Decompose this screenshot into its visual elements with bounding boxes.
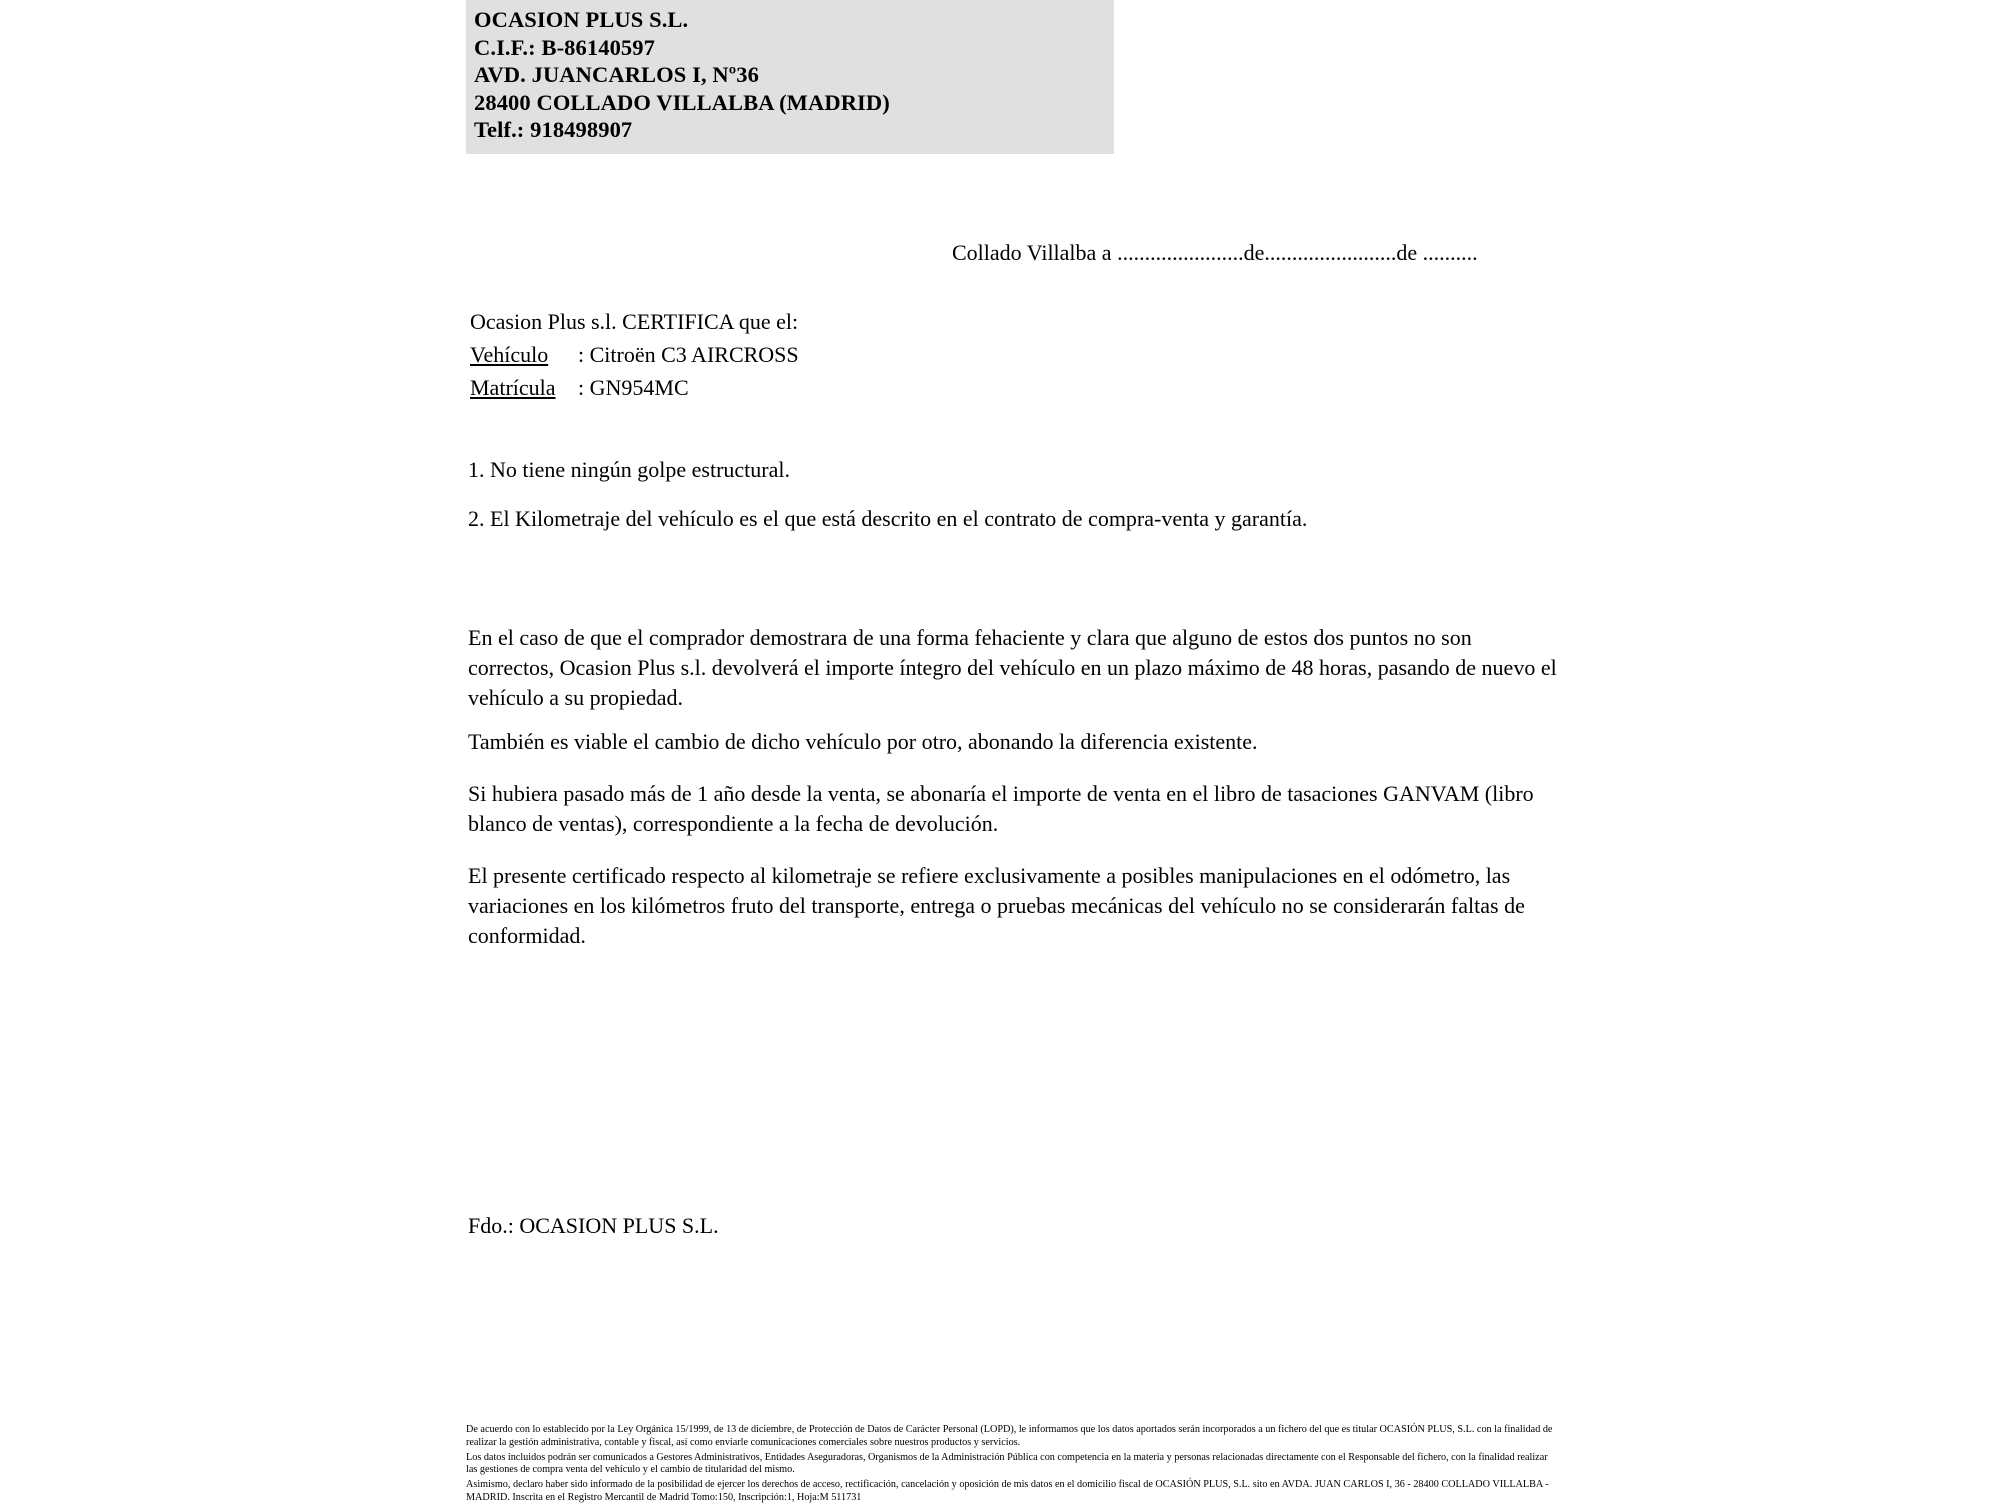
certification-intro: Ocasion Plus s.l. CERTIFICA que el:: [470, 309, 799, 334]
plate-value: : GN954MC: [578, 375, 689, 400]
paragraph-odometer-scope: El presente certificado respecto al kilometraje se refiere exclusivamente a posibles manipulaciones en el odómetro, las variaciones en los kilómetros fruto del transporte, entrega o pruebas mecánicas del vehículo no se considerarán faltas de conformidad.: [468, 863, 1525, 948]
paragraph-ganvam-valuation: Si hubiera pasado más de 1 año desde la venta, se abonaría el importe de venta en el libro de tasaciones GANVAM (libro blanco de ventas), correspondiente a la fecha de devolución.: [468, 781, 1534, 836]
date-line: Collado Villalba a .......................de........................de ..........: [952, 240, 1478, 265]
legal-footer: [466, 1424, 1556, 1507]
company-address-street: AVD. JUANCARLOS I, Nº36: [474, 62, 759, 87]
vehicle-value: : Citroën C3 AIRCROSS: [578, 342, 799, 367]
legal-paragraph-2: Los datos incluidos podrán ser comunicados a Gestores Administrativos, Entidades Aseguradoras, Organismos de la Administración Pública con competencia en la materia y personas relacionadas directamente con el Responsable del fichero, con la finalidad realizar las gestiones de compra venta del vehículo y el cambio de titularidad del mismo.: [466, 1451, 1548, 1476]
company-phone: Telf.: 918498907: [474, 117, 633, 142]
company-letterhead: [466, 0, 1114, 154]
company-cif: C.I.F.: B-86140597: [474, 34, 655, 60]
company-address-city: 28400 COLLADO VILLALBA (MADRID): [474, 89, 890, 115]
plate-row: [470, 371, 799, 404]
point-1: 1. No tiene ningún golpe estructural.: [468, 457, 790, 482]
certification-block: [470, 305, 799, 404]
plate-label: Matrícula: [470, 375, 556, 400]
point-2: 2. El Kilometraje del vehículo es el que está descrito en el contrato de compra-venta y garantía.: [468, 506, 1308, 531]
vehicle-row: [470, 338, 799, 371]
legal-paragraph-3: Asimismo, declaro haber sido informado de la posibilidad de ejercer los derechos de acceso, rectificación, cancelación y oposición de mis datos en el domicilio fiscal de OCASIÓN PLUS, S.L. sito en AVDA. JUAN CARLOS I, 36 - 28400 COLLADO VILLALBA - MADRID. Inscrita en el Registro Mercantil de Madrid Tomo:150, Inscripción:1, Hoja:M 511731: [466, 1479, 1549, 1503]
legal-paragraph-1: De acuerdo con lo establecido por la Ley Orgánica 15/1999, de 13 de diciembre, de Protección de Datos de Carácter Personal (LOPD), le informamos que los datos aportados serán incorporados a un fichero del que es titular OCASIÓN PLUS, S.L. con la finalidad de realizar la gestión administrativa, contable y fiscal, así como enviarle comunicaciones comerciales sobre nuestros productos y servicios.: [466, 1424, 1553, 1448]
signature-line: Fdo.: OCASION PLUS S.L.: [468, 1213, 719, 1238]
company-name: OCASION PLUS S.L.: [474, 7, 689, 32]
paragraph-exchange-option: También es viable el cambio de dicho vehículo por otro, abonando la diferencia existente.: [468, 729, 1258, 754]
paragraph-refund-terms: En el caso de que el comprador demostrara de una forma fehaciente y clara que alguno de estos dos puntos no son correctos, Ocasion Plus s.l. devolverá el importe íntegro del vehículo en un plazo máximo de 48 horas, pasando de nuevo el vehículo a su propiedad.: [468, 625, 1557, 710]
vehicle-label: Vehículo: [470, 342, 549, 367]
